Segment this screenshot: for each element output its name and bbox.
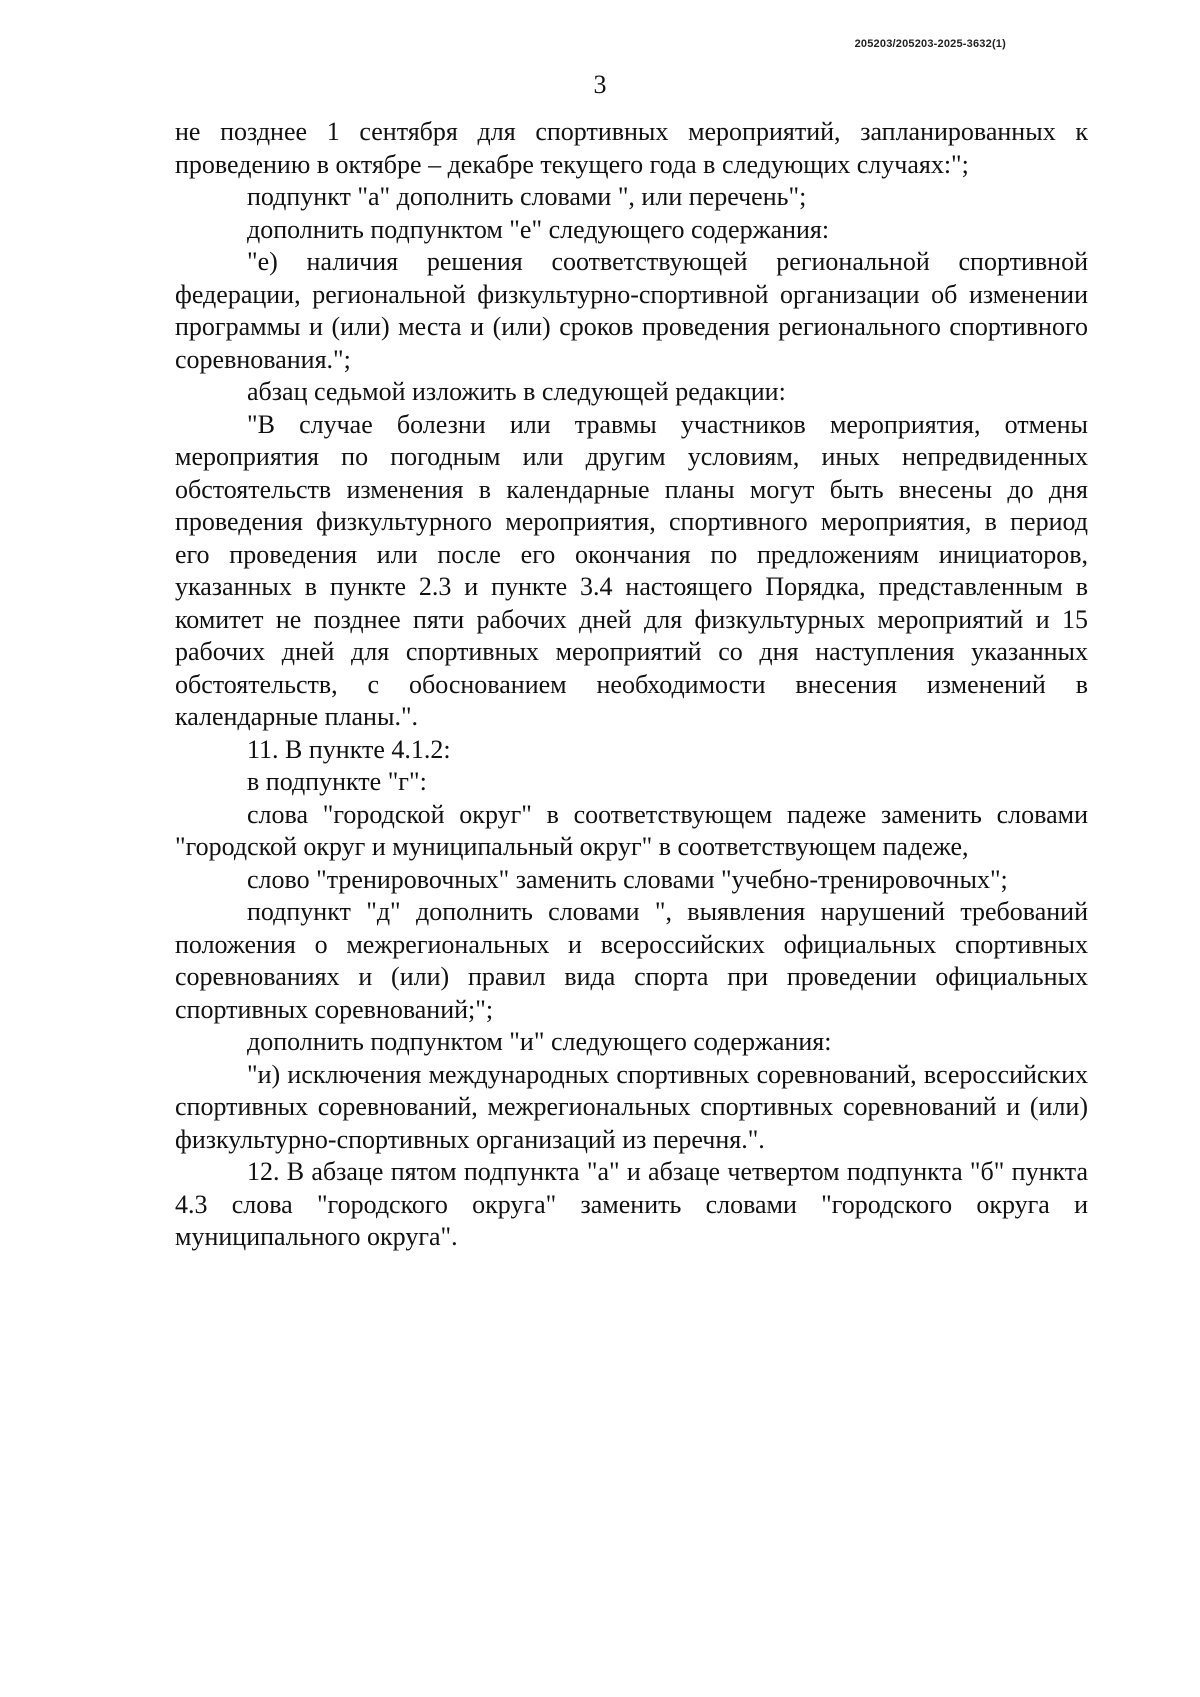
paragraph-add-subitem-e: дополнить подпунктом "е" следующего содержания: xyxy=(247,214,830,244)
paragraph-add-subitem-i: дополнить подпунктом "и" следующего содержания: xyxy=(247,1027,832,1056)
paragraph-subitem-i-text: "и) исключения международных спортивных соревнований, всероссийских спортивных соревнований, межрегиональных спортивных соревнований и (или) физкультурно-спортивных организаций из перечня.". xyxy=(175,1059,1088,1154)
document-registration-code: 205203/205203-2025-3632(1) xyxy=(854,38,1006,50)
paragraph-subitem-d: подпункт "д" дополнить словами ", выявления нарушений требований положения о межрегиональных и всероссийских официальных спортивных соревнованиях и (или) правил вида спорта при проведении официальных спортивных соревнований;"; xyxy=(175,897,1088,1024)
paragraph-seventh-clause: абзац седьмой изложить в следующей редакции: xyxy=(247,377,786,406)
paragraph-continuation: не позднее 1 сентября для спортивных мероприятий, запланированных к проведению в октябре – декабре текущего года в следующих случаях:"; xyxy=(175,117,1088,179)
paragraph-word-training: слово "тренировочных" заменить словами "учебно-тренировочных"; xyxy=(247,864,1008,894)
paragraph-words-urban-district: слова "городской округ" в соответствующем падеже заменить словами "городской округ и муниципальный округ" в соответствующем падеже, xyxy=(175,799,1088,861)
document-body xyxy=(175,116,1088,1254)
paragraph-seventh-clause-text: "В случае болезни или травмы участников мероприятия, отмены мероприятия по погодным или другим условиям, иных непредвиденных обстоятельств изменения в календарные планы могут быть внесены до дня проведения физкультурного мероприятия, спортивного мероприятия, в период его проведения или после его окончания по предложениям инициаторов, указанных в пункте 2.3 и пункте 3.4 настоящего Порядка, представленным в комитет не позднее пяти рабочих дней для физкультурных мероприятий и 15 рабочих дней для спортивных мероприятий со дня наступления указанных обстоятельств, с обоснованием необходимости внесения изменений в календарные планы.". xyxy=(175,409,1088,731)
paragraph-subitem-a: подпункт "а" дополнить словами ", или перечень"; xyxy=(247,182,807,211)
paragraph-subitem-g: в подпункте "г": xyxy=(247,767,427,796)
paragraph-item-11: 11. В пункте 4.1.2: xyxy=(247,734,451,764)
page-number: 3 xyxy=(593,70,607,99)
paragraph-item-12: 12. В абзаце пятом подпункта "а" и абзаце четвертом подпункта "б" пункта 4.3 слова "городского округа" заменить словами "городского округа и муниципального округа". xyxy=(175,1157,1088,1251)
paragraph-subitem-e-text: "е) наличия решения соответствующей региональной спортивной федерации, региональной физкультурно-спортивной организации об изменении программы и (или) места и (или) сроков проведения регионального спортивного соревнования."; xyxy=(175,247,1088,374)
